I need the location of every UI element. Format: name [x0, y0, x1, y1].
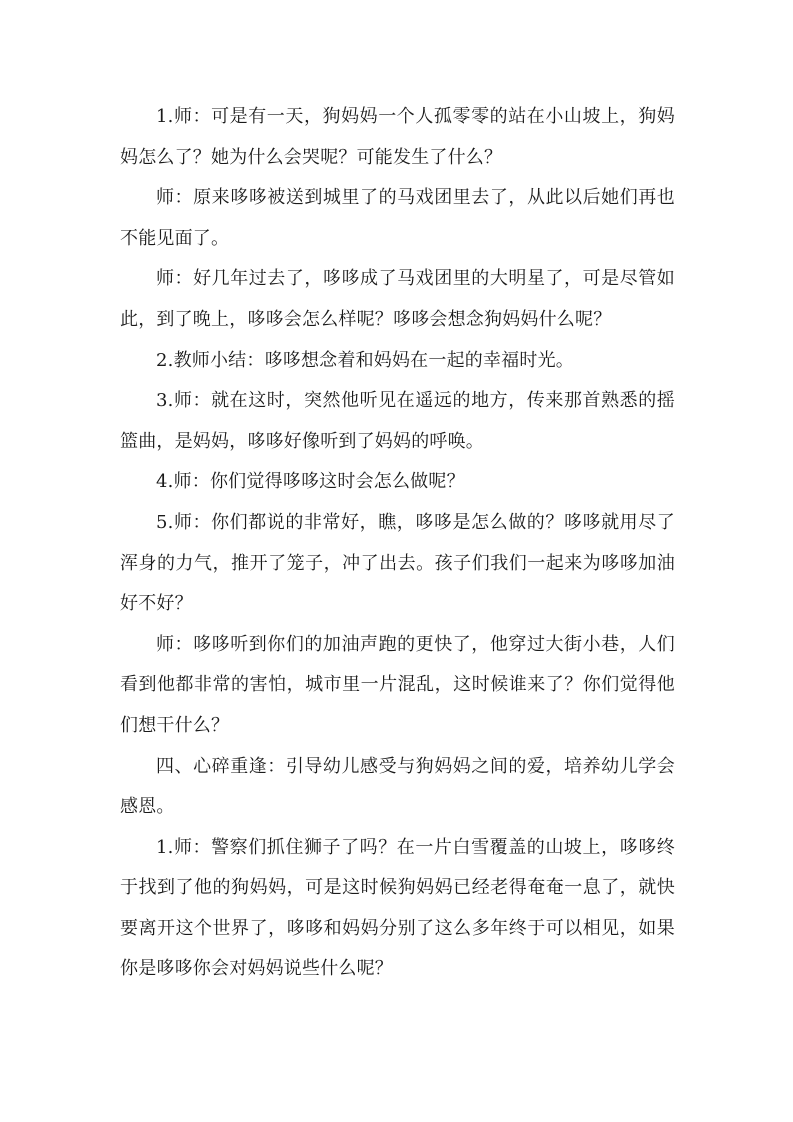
document-page: [120, 97, 675, 990]
paragraph-6: 4.师：你们觉得哆哆这时会怎么做呢？: [156, 471, 465, 493]
section-heading-4: 四、心碎重逢：引导幼儿感受与狗妈妈之间的爱，培养幼儿学会感恩。: [120, 755, 675, 818]
paragraph-7: 5.师：你们都说的非常好，瞧，哆哆是怎么做的？哆哆就用尽了浑身的力气，推开了笼子，冲了出去。孩子们我们一起来为哆哆加油好不好？: [120, 511, 675, 615]
paragraph-2: 师：原来哆哆被送到城里了的马戏团里去了，从此以后她们再也不能见面了。: [120, 187, 675, 249]
paragraph-3: 师：好几年过去了，哆哆成了马戏团里的大明星了，可是尽管如此，到了晚上，哆哆会怎么样呢？哆哆会想念狗妈妈什么呢？: [120, 268, 675, 330]
paragraph-5: 3.师：就在这时，突然他听见在遥远的地方，传来那首熟悉的摇篮曲，是妈妈，哆哆好像听到了妈妈的呼唤。: [120, 390, 675, 452]
paragraph-1: 1.师：可是有一天，狗妈妈一个人孤零零的站在小山坡上，狗妈妈怎么了？她为什么会哭呢？可能发生了什么？: [120, 106, 675, 168]
paragraph-4: 2.教师小结：哆哆想念着和妈妈在一起的幸福时光。: [156, 349, 574, 371]
paragraph-8: 师：哆哆听到你们的加油声跑的更快了，他穿过大街小巷，人们看到他都非常的害怕，城市里一片混乱，这时候谁来了？你们觉得他们想干什么？: [120, 633, 675, 736]
paragraph-10: 1.师：警察们抓住狮子了吗？在一片白雪覆盖的山坡上，哆哆终于找到了他的狗妈妈，可是这时候狗妈妈已经老得奄奄一息了，就快要离开这个世界了，哆哆和妈妈分别了这么多年终于可以相见，如果你是哆哆你会对妈妈说些什么呢？: [120, 836, 675, 980]
